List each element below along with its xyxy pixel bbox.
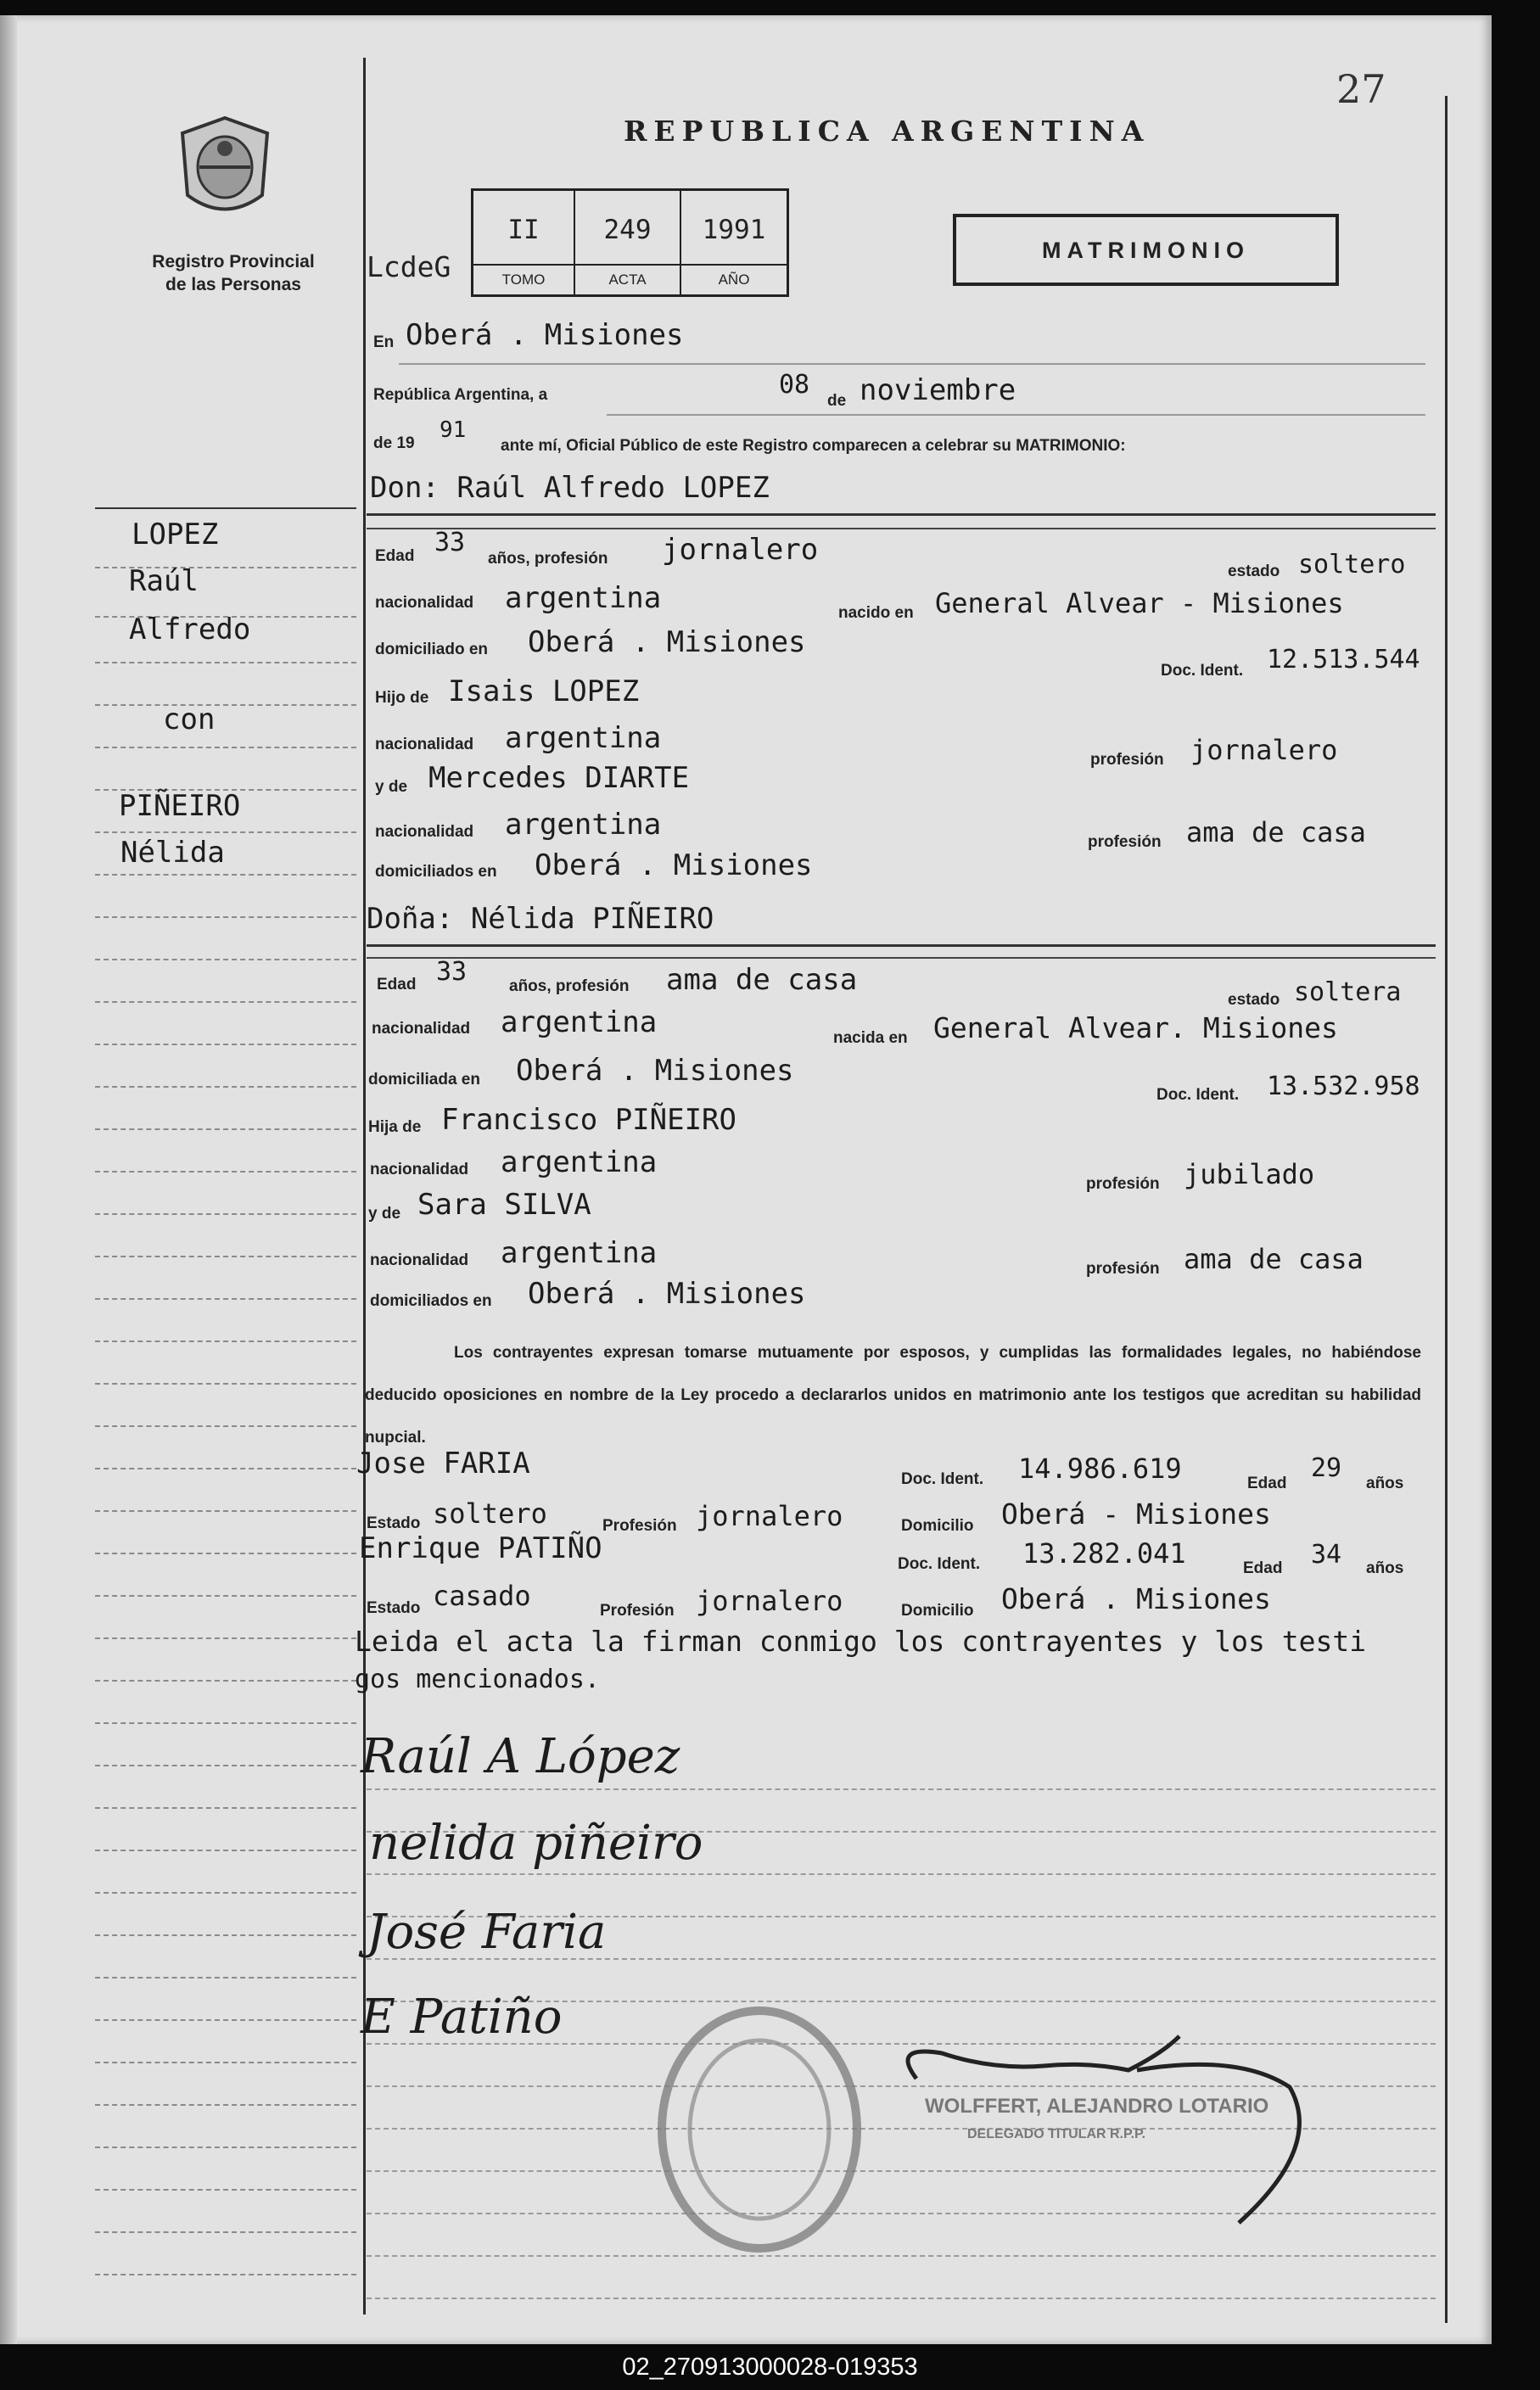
witness-2-profesion-label: Profesión <box>600 1602 675 1620</box>
margin-line <box>95 1934 356 1936</box>
domiciliado-label: domiciliado en <box>375 641 489 658</box>
margin-line <box>95 747 356 748</box>
nacionalidad-label: nacionalidad <box>375 594 474 612</box>
book-spine <box>0 15 17 2344</box>
margin-line <box>95 2189 356 2191</box>
margin-bride-surname: PIÑEIRO <box>119 789 241 823</box>
nacida-label: nacida en <box>833 1029 908 1047</box>
groom-mother-profession: ama de casa <box>1186 816 1366 848</box>
domiciliados-label: domiciliados en <box>370 1292 492 1310</box>
witness-2-estado-label: Estado <box>367 1599 421 1617</box>
witness-1-domicilio-label: Domicilio <box>901 1517 974 1535</box>
margin-line <box>95 1637 356 1639</box>
margin-line <box>95 1892 356 1894</box>
margin-line <box>95 2104 356 2106</box>
nacionalidad-label: nacionalidad <box>372 1020 471 1038</box>
margin-line <box>95 1298 356 1300</box>
officer-stamp-title: DELEGADO TITULAR R.P.P. <box>967 2127 1146 2141</box>
acta-cell <box>575 191 681 294</box>
groom-status: soltero <box>1298 550 1406 579</box>
witness-1-domicile: Oberá - Misiones <box>1001 1497 1271 1531</box>
anos-profesion-label: años, profesión <box>509 977 630 995</box>
margin-line <box>95 1722 356 1724</box>
ruled-line <box>367 2298 1436 2299</box>
margin-line <box>95 1341 356 1342</box>
witness-1-anos-label: años <box>1366 1475 1404 1492</box>
margin-line <box>95 662 356 663</box>
margin-line <box>95 2274 356 2275</box>
doc-label: Doc. Ident. <box>1161 662 1244 680</box>
bride-father-profession: jubilado <box>1184 1158 1315 1190</box>
anio-label: AÑO <box>681 264 787 294</box>
margin-line <box>95 1850 356 1851</box>
section-rule <box>367 513 1436 516</box>
mother-profesion-label: profesión <box>1086 1260 1160 1278</box>
estado-label: estado <box>1228 991 1280 1009</box>
place-value: Oberá . Misiones <box>406 318 684 352</box>
acta-label: ACTA <box>575 264 680 294</box>
estado-label: estado <box>1228 563 1280 580</box>
folio-number: 27 <box>1336 66 1386 112</box>
bride-doc: 13.532.958 <box>1267 1072 1420 1101</box>
field-underline <box>607 414 1425 416</box>
mother-nacionalidad-label: nacionalidad <box>370 1251 469 1269</box>
signature-groom: Raúl A López <box>361 1729 680 1784</box>
mother-nacionalidad-label: nacionalidad <box>375 823 474 841</box>
margin-line <box>95 959 356 960</box>
groom-parents-domicile: Oberá . Misiones <box>535 848 813 882</box>
witness-1-age: 29 <box>1311 1453 1342 1483</box>
margin-line <box>95 1213 356 1215</box>
groom-profession: jornalero <box>662 533 819 567</box>
margin-line <box>95 2231 356 2233</box>
anos-profesion-label: años, profesión <box>488 550 608 568</box>
witness-2-status: casado <box>433 1580 531 1612</box>
bride-birthplace: General Alvear. Misiones <box>933 1011 1338 1044</box>
margin-line <box>95 1553 356 1554</box>
tomo-cell <box>473 191 575 294</box>
witness-2-doc-label: Doc. Ident. <box>898 1555 981 1573</box>
witness-1-status: soltero <box>433 1497 547 1530</box>
doc-label: Doc. Ident. <box>1156 1086 1240 1104</box>
margin-con: con <box>163 702 216 736</box>
en-label: En <box>373 333 395 351</box>
margin-groom-surname: LOPEZ <box>132 518 219 551</box>
month-value: noviembre <box>860 373 1016 407</box>
father-nacionalidad-label: nacionalidad <box>370 1161 469 1178</box>
margin-line <box>95 1595 356 1597</box>
witness-2-anos-label: años <box>1366 1559 1404 1577</box>
margin-line <box>95 2019 356 2021</box>
anio-value: 1991 <box>702 215 766 245</box>
right-rule <box>1445 96 1448 2323</box>
groom-domicile: Oberá . Misiones <box>528 625 806 659</box>
witness-1-edad-label: Edad <box>1247 1475 1287 1492</box>
day-value: 08 <box>779 370 810 400</box>
officer-stamp-name: WOLFFERT, ALEJANDRO LOTARIO <box>925 2095 1269 2118</box>
margin-line <box>95 874 356 876</box>
hija-label: Hija de <box>368 1118 422 1136</box>
declaration-paragraph: Los contrayentes expresan tomarse mutuamente por esposos, y cumplidas las formalidades legales, no habiéndose deducido oposiciones en nombre de la Ley procedo a declararlos unidos en matrimonio ante los testigos que acreditan su habilidad nupcial. <box>365 1344 1421 1447</box>
margin-line <box>95 1044 356 1045</box>
bride-age: 33 <box>436 957 468 987</box>
signature-witness-2: E Patiño <box>361 1990 563 2045</box>
signature-bride: nelida piñeiro <box>369 1816 703 1871</box>
father-profesion-label: profesión <box>1086 1175 1160 1193</box>
section-rule <box>367 957 1436 959</box>
margin-line <box>95 1510 356 1512</box>
anio-cell <box>681 191 787 294</box>
groom-father-nationality: argentina <box>505 721 662 755</box>
ruled-line <box>367 2255 1436 2257</box>
registry-name: Registro Provincial de las Personas <box>152 252 315 294</box>
margin-line <box>95 1128 356 1130</box>
witness-2-edad-label: Edad <box>1243 1559 1283 1577</box>
bride-father-nationality: argentina <box>501 1145 658 1179</box>
witness-2-domicile: Oberá . Misiones <box>1001 1582 1271 1615</box>
record-number-box <box>471 188 789 297</box>
margin-line <box>95 1086 356 1088</box>
republica-label: República Argentina, a <box>373 386 548 404</box>
bride-status: soltera <box>1294 977 1402 1007</box>
margin-line <box>95 1425 356 1427</box>
father-nacionalidad-label: nacionalidad <box>375 736 474 753</box>
margin-line <box>95 2062 356 2063</box>
country-heading: REPUBLICA ARGENTINA <box>624 115 1151 148</box>
witness-1-profesion-label: Profesión <box>602 1517 677 1535</box>
bride-mother: Sara SILVA <box>417 1188 591 1222</box>
groom-doc: 12.513.544 <box>1267 645 1420 674</box>
bride-parents-domicile: Oberá . Misiones <box>528 1277 806 1311</box>
groom-father: Isais LOPEZ <box>448 674 640 708</box>
book-code: LcdeG <box>367 250 451 283</box>
image-id-footer: 02_270913000028-019353 <box>0 2344 1540 2390</box>
groom-father-profession: jornalero <box>1190 734 1338 766</box>
witness-2-name: Enrique PATIÑO <box>359 1531 602 1565</box>
groom-mother: Mercedes DIARTE <box>428 761 690 795</box>
y-de-label: y de <box>375 778 408 796</box>
witness-2-domicilio-label: Domicilio <box>901 1602 974 1620</box>
field-underline <box>399 363 1425 365</box>
coat-of-arms-icon <box>174 115 276 225</box>
bride-mother-nationality: argentina <box>501 1236 658 1270</box>
margin-line <box>95 1807 356 1809</box>
closing-note-line-2: gos mencionados. <box>355 1665 600 1694</box>
witness-1-doc: 14.986.619 <box>1018 1452 1182 1485</box>
margin-groom-middle-name: Alfredo <box>129 613 251 646</box>
section-rule <box>367 944 1436 947</box>
year-prefix: de 19 <box>373 434 415 452</box>
mother-profesion-label: profesión <box>1088 833 1162 851</box>
officer-signature-stamp-icon <box>882 2019 1324 2240</box>
ruled-line <box>367 1873 1436 1875</box>
father-profesion-label: profesión <box>1090 751 1164 769</box>
bride-nationality: argentina <box>501 1005 658 1039</box>
bride-profession: ama de casa <box>666 963 858 997</box>
witness-2-profession: jornalero <box>696 1585 843 1617</box>
tomo-value: II <box>507 215 540 245</box>
margin-groom-first-name: Raúl <box>129 564 199 598</box>
edad-label: Edad <box>375 547 415 565</box>
margin-line <box>95 1680 356 1682</box>
domiciliados-label: domiciliados en <box>375 863 497 881</box>
margin-line <box>95 1765 356 1766</box>
edad-label: Edad <box>377 976 417 994</box>
witness-2-age: 34 <box>1311 1540 1342 1570</box>
hijo-label: Hijo de <box>375 689 429 707</box>
margin-line <box>95 1256 356 1257</box>
witness-1-doc-label: Doc. Ident. <box>901 1470 984 1488</box>
bride-domicile: Oberá . Misiones <box>516 1054 794 1088</box>
margin-line <box>95 1383 356 1385</box>
ruled-line <box>367 1788 1436 1790</box>
bride-father: Francisco PIÑEIRO <box>441 1103 736 1137</box>
bride-name: Doña: Nélida PIÑEIRO <box>367 902 714 936</box>
groom-age: 33 <box>434 528 466 557</box>
groom-mother-nationality: argentina <box>505 808 662 842</box>
groom-birthplace: General Alvear - Misiones <box>935 587 1344 619</box>
y-de-label: y de <box>368 1205 401 1223</box>
closing-note-line-1: Leida el acta la firman conmigo los contrayentes y los testi <box>355 1625 1367 1658</box>
record-type-box: MATRIMONIO <box>953 214 1339 286</box>
de-label: de <box>827 392 847 410</box>
groom-name: Don: Raúl Alfredo LOPEZ <box>370 471 770 505</box>
signature-witness-1: José Faria <box>367 1905 607 1960</box>
margin-bride-name: Nélida <box>120 836 225 870</box>
witness-2-doc: 13.282.041 <box>1022 1537 1186 1570</box>
groom-nationality: argentina <box>505 581 662 615</box>
witness-1-estado-label: Estado <box>367 1514 421 1532</box>
official-seal-stamp-icon <box>653 2002 865 2257</box>
section-rule <box>367 528 1436 529</box>
bride-mother-profession: ama de casa <box>1184 1243 1364 1275</box>
margin-line <box>95 916 356 918</box>
margin-line <box>95 2147 356 2148</box>
tomo-label: TOMO <box>473 264 574 294</box>
margin-line <box>95 1001 356 1003</box>
witness-1-profession: jornalero <box>696 1500 843 1532</box>
margin-rule <box>363 58 366 2314</box>
year-suffix: 91 <box>440 417 467 443</box>
margin-line <box>95 831 356 833</box>
margin-line <box>95 1171 356 1173</box>
margin-top-rule <box>95 507 356 509</box>
nacido-label: nacido en <box>838 604 914 622</box>
acta-value: 249 <box>603 215 652 245</box>
margin-line <box>95 1468 356 1469</box>
ante-text: ante mí, Oficial Público de este Registro comparecen a celebrar su MATRIMONIO: <box>501 437 1126 455</box>
margin-line <box>95 1977 356 1979</box>
margin-line <box>95 704 356 706</box>
domiciliada-label: domiciliada en <box>368 1071 480 1089</box>
witness-1-name: Jose FARIA <box>356 1447 530 1480</box>
